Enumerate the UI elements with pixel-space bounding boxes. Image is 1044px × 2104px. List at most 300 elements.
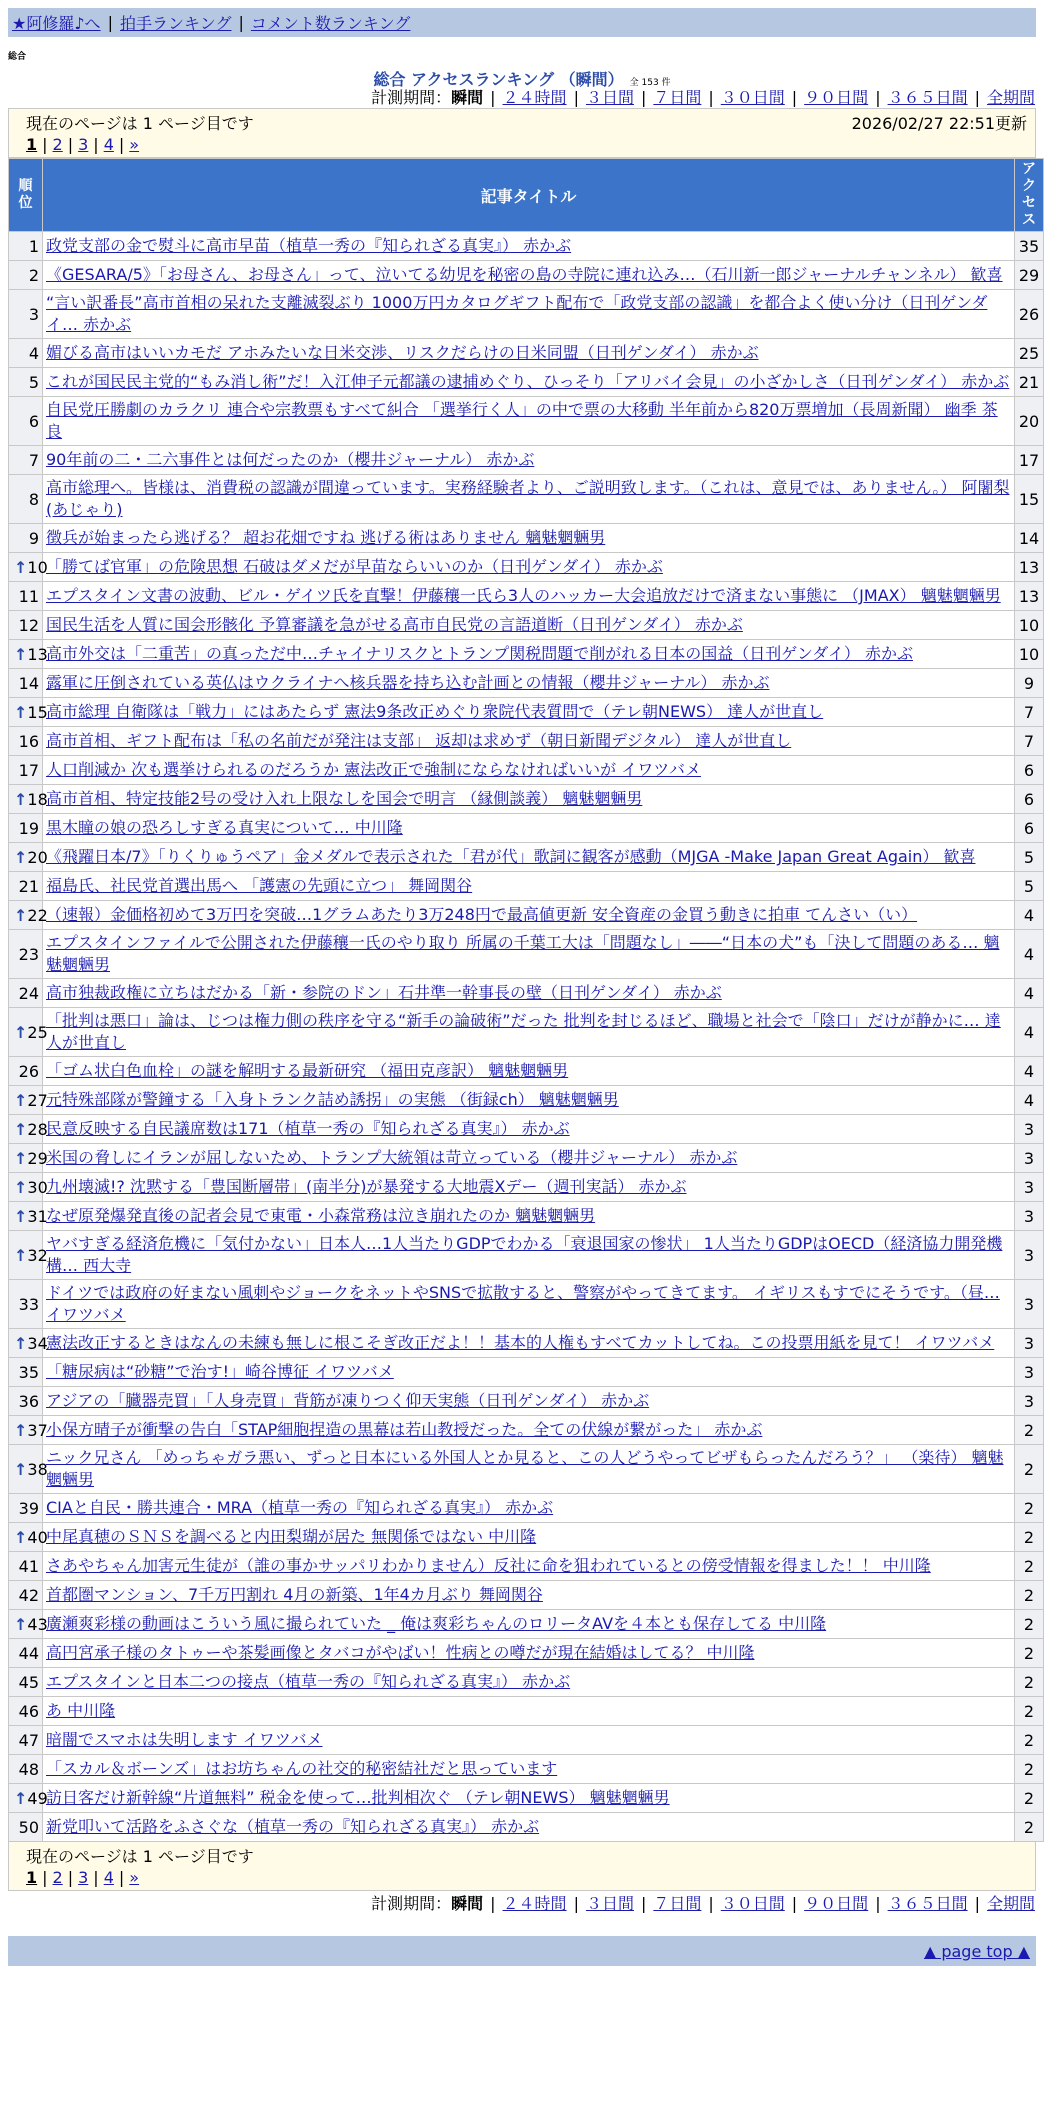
table-row [9, 1726, 1044, 1755]
rank-cell [9, 1755, 43, 1784]
title-cell [43, 1784, 1015, 1813]
table-row [9, 698, 1044, 727]
article-link[interactable]: （速報）金価格初めて3万円を突破…1グラムあたり3万248円で最高値更新 安全資産の金買う動きに拍車 てんさい（い） [46, 905, 918, 924]
period-link[interactable]: ３６５日間 [887, 88, 968, 107]
period-selector-bottom [8, 1893, 1036, 1914]
access-count: 2 [1015, 1552, 1044, 1581]
title-cell [43, 1280, 1015, 1329]
article-link[interactable]: これが国民民主党的“もみ消し術”だ！入江伸子元都議の逮捕めぐり、ひっそり「アリバイ会見」の小ざかしさ（日刊ゲンダイ） 赤かぶ [46, 372, 1010, 391]
access-count: 2 [1015, 1726, 1044, 1755]
rank-number: 50 [18, 1817, 39, 1837]
article-link[interactable]: 高市総理へ。皆様は、消費税の認識が間違っています。実務経験者より、ご説明致します。（これは、意見では、ありません。） 阿闍梨(あじゃり) [46, 478, 1010, 519]
up-arrow-icon: ↑ [14, 1022, 28, 1042]
current-page-text: 現在のページは 1 ページ目です [26, 113, 254, 133]
table-row [9, 785, 1044, 814]
separator: | [107, 13, 113, 32]
rank-number: 28 [27, 1119, 48, 1139]
access-count: 13 [1015, 553, 1044, 582]
title-cell [43, 446, 1015, 475]
article-link[interactable]: ヤバすぎる経済危機に「気付かない」日本人…1人当たりGDPでわかる「衰退国家の惨状」 1人当たりGDPはOECD（経済協力開発機構… 西大寺 [46, 1234, 1003, 1275]
article-link[interactable]: 米国の脅しにイランが屈しないため、トランプ大統領は苛立っている（櫻井ジャーナル） 赤かぶ [46, 1148, 738, 1167]
title-cell [43, 814, 1015, 843]
up-arrow-icon: ↑ [14, 847, 28, 867]
rank-number: 41 [18, 1556, 39, 1576]
rank-number: 25 [27, 1022, 48, 1042]
rank-number: 33 [18, 1294, 39, 1314]
title-cell [43, 872, 1015, 901]
article-link[interactable]: 高市外交は「二重苦」の真っただ中…チャイナリスクとトランプ関税問題で削がれる日本の国益（日刊ゲンダイ） 赤かぶ [46, 644, 914, 663]
access-count: 9 [1015, 669, 1044, 698]
access-count: 2 [1015, 1416, 1044, 1445]
access-count: 2 [1015, 1445, 1044, 1494]
rank-cell [9, 1280, 43, 1329]
table-row [9, 1358, 1044, 1387]
separator: | [490, 88, 496, 107]
article-link[interactable]: 民意反映する自民議席数は171（植草一秀の『知られざる真実』） 赤かぶ [46, 1119, 570, 1138]
rank-cell [9, 1115, 48, 1144]
title-cell [43, 756, 1015, 785]
article-link[interactable]: エプスタイン文書の波動、ビル・ゲイツ氏を直撃！伊藤穰一氏ら3人のハッカー大会追放だけで済まない事態に （JMAX） 魑魅魍魎男 [46, 586, 1001, 605]
access-count: 6 [1015, 756, 1044, 785]
article-link[interactable]: アジアの「臓器売買」「人身売買」背筋が凍りつく仰天実態（日刊ゲンダイ） 赤かぶ [46, 1391, 650, 1410]
access-count: 20 [1015, 397, 1044, 446]
article-link[interactable]: 小保方晴子が衝撃の告白「STAP細胞捏造の黒幕は若山教授だった。全ての伏線が繋がった」 赤かぶ [46, 1420, 763, 1439]
title-cell [43, 290, 1015, 339]
table-row [9, 1494, 1044, 1523]
period-link[interactable]: 全期間 [986, 88, 1035, 107]
rank-number: 45 [18, 1672, 39, 1692]
rank-number: 29 [27, 1148, 48, 1168]
title-cell [43, 785, 1015, 814]
rank-cell [9, 290, 43, 339]
article-link[interactable]: 90年前の二・二六事件とは何だったのか（櫻井ジャーナル） 赤かぶ [46, 450, 535, 469]
title-cell [43, 1668, 1015, 1697]
article-link[interactable]: 九州壊滅!? 沈黙する「豊国断層帯」(南半分)が暴発する大地震Xデー（週刊実話） 赤かぶ [46, 1177, 687, 1196]
table-row [9, 397, 1044, 446]
access-count: 21 [1015, 368, 1044, 397]
up-arrow-icon: ↑ [14, 905, 28, 925]
rank-cell [9, 1697, 43, 1726]
table-row [9, 640, 1044, 669]
article-link[interactable]: 高市首相、特定技能2号の受け入れ上限なしを国会で明言 （縁側談義） 魑魅魍魎男 [46, 789, 643, 808]
access-count: 6 [1015, 785, 1044, 814]
rank-number: 11 [18, 586, 39, 606]
rank-cell [9, 901, 48, 930]
ranking-title [8, 67, 1036, 87]
rank-cell [9, 1784, 48, 1813]
rank-cell [9, 1523, 48, 1552]
rank-number: 49 [27, 1788, 48, 1808]
rank-cell [9, 446, 43, 475]
rank-cell [9, 397, 43, 446]
rank-number: 9 [28, 528, 39, 548]
article-link[interactable]: 元特殊部隊が警鐘する「入身トランク詰め誘拐」の実態 （街録ch） 魑魅魍魎男 [46, 1090, 619, 1109]
rank-number: 5 [28, 372, 39, 392]
rank-number: 35 [18, 1362, 39, 1382]
article-link[interactable]: 廣瀬爽彩様の動画はこういう風に撮られていた _ 俺は爽彩ちゃんのロリータAVを４本とも保存してる 中川隆 [46, 1614, 827, 1633]
table-row [9, 1755, 1044, 1784]
separator: | [118, 134, 125, 154]
rank-number: 31 [27, 1206, 48, 1226]
table-row [9, 368, 1044, 397]
article-link[interactable]: ニック兄さん 「めっちゃガラ悪い、ずっと日本にいる外国人とか見ると、この人どうやってビザもらったんだろう？」 （楽待） 魑魅魍魎男 [46, 1448, 1004, 1489]
article-link[interactable]: 露軍に圧倒されている英仏はウクライナへ核兵器を持ち込む計画との情報（櫻井ジャーナル） 赤かぶ [46, 673, 770, 692]
rank-cell [9, 669, 43, 698]
article-link[interactable]: 国民生活を人質に国会形骸化 予算審議を急がせる高市自民党の言語道断（日刊ゲンダイ） 赤かぶ [46, 615, 743, 634]
article-link[interactable]: 「勝てば官軍」の危険思想 石破はダメだが早苗ならいいのか（日刊ゲンダイ） 赤かぶ [46, 557, 663, 576]
article-link[interactable]: CIAと自民・勝共連合・MRA（植草一秀の『知られざる真実』） 赤かぶ [46, 1498, 554, 1517]
rank-number: 32 [27, 1245, 48, 1265]
rank-number: 20 [27, 847, 48, 867]
up-arrow-icon: ↑ [14, 1788, 28, 1808]
article-link[interactable]: 中尾真穂のＳＮＳを調べると内田梨瑚が居た 無関係ではない 中川隆 [46, 1527, 537, 1546]
pager-link[interactable]: 3 [78, 134, 89, 154]
table-row [9, 979, 1044, 1008]
access-count: 6 [1015, 814, 1044, 843]
pager-next[interactable]: » [129, 1867, 140, 1887]
title-cell [43, 901, 1015, 930]
separator: | [42, 1867, 48, 1887]
access-count: 2 [1015, 1755, 1044, 1784]
access-count: 2 [1015, 1784, 1044, 1813]
article-link[interactable]: あ 中川隆 [46, 1701, 116, 1720]
up-arrow-icon: ↑ [14, 1245, 28, 1265]
rank-number: 26 [18, 1061, 39, 1081]
ranking-table [8, 158, 1044, 1842]
period-link[interactable]: 全期間 [986, 1894, 1035, 1913]
article-link[interactable]: さあやちゃん加害元生徒が（誰の事かサッパリわかりません）反社に命を狙われているとの傍受情報を得ました！！ 中川隆 [46, 1556, 931, 1575]
article-link[interactable]: 新党叩いて活路をふさぐな（植草一秀の『知られざる真実』） 赤かぶ [46, 1817, 540, 1836]
access-count: 3 [1015, 1115, 1044, 1144]
access-count: 15 [1015, 475, 1044, 524]
rank-cell [9, 814, 43, 843]
rank-number: 16 [18, 731, 39, 751]
table-row [9, 669, 1044, 698]
article-link[interactable]: 人口削減か 次も選挙けられるのだろうか 憲法改正で強制にならなければいいが イワツバメ [46, 760, 701, 779]
article-link[interactable]: 高市首相、ギフト配布は「私の名前だが発注は支部」 返却は求めず（朝日新聞デジタル） 達人が世直し [46, 731, 792, 750]
access-count: 4 [1015, 1057, 1044, 1086]
rank-number: 36 [18, 1391, 39, 1411]
title-cell [43, 1144, 1015, 1173]
up-arrow-icon: ↑ [14, 1090, 28, 1110]
rank-cell [9, 727, 43, 756]
title-cell [43, 1057, 1015, 1086]
period-link[interactable]: ７日間 [653, 1894, 702, 1913]
period-link[interactable]: ３日間 [585, 1894, 634, 1913]
rank-cell [9, 1494, 43, 1523]
access-count: 3 [1015, 1280, 1044, 1329]
rank-cell [9, 843, 48, 872]
rank-number: 3 [28, 304, 39, 324]
table-row [9, 1115, 1044, 1144]
article-link[interactable]: ドイツでは政府の好まない風刺やジョークをネットやSNSで拡散すると、警察がやってきてます。 イギリスもすでにそうです。（昼… イワツバメ [46, 1283, 1000, 1324]
rank-number: 10 [27, 557, 48, 577]
period-link[interactable]: ３６５日間 [887, 1894, 968, 1913]
rank-number: 44 [18, 1643, 39, 1663]
period-link[interactable]: ３日間 [585, 88, 634, 107]
rank-number: 13 [27, 644, 48, 664]
period-link[interactable]: ３０日間 [720, 88, 785, 107]
table-row [9, 1552, 1044, 1581]
access-count: 7 [1015, 698, 1044, 727]
access-count: 26 [1015, 290, 1044, 339]
article-link[interactable]: 「批判は悪口」論は、じつは権力側の秩序を守る“新手の論破術”だった 批判を封じるほど、職場と社会で「陰口」だけが静かに… 達人が世直し [46, 1011, 1001, 1052]
rank-number: 40 [27, 1527, 48, 1547]
access-count: 13 [1015, 582, 1044, 611]
rank-number: 23 [18, 944, 39, 964]
period-current: 瞬間 [451, 88, 484, 107]
up-arrow-icon: ↑ [14, 1119, 28, 1139]
table-row [9, 261, 1044, 290]
top-nav [8, 8, 1036, 37]
article-link[interactable]: 高市総理 自衛隊は「戦力」にはあたらず 憲法9条改正めぐり衆院代表質問で（テレ朝NEWS） 達人が世直し [46, 702, 824, 721]
pager-top [26, 133, 1027, 155]
rank-number: 27 [27, 1090, 48, 1110]
rank-number: 42 [18, 1585, 39, 1605]
table-row [9, 1668, 1044, 1697]
article-link[interactable]: エプスタインファイルで公開された伊藤穰一氏のやり取り 所属の千葉工大は「問題なし」――“日本の犬”も「決して問題のある… 魑魅魍魎男 [46, 933, 1000, 974]
table-row [9, 930, 1044, 979]
title-cell [43, 611, 1015, 640]
title-cell [43, 553, 1015, 582]
home-link[interactable]: ★阿修羅♪へ [12, 14, 101, 33]
rank-cell [9, 232, 43, 261]
table-row [9, 843, 1044, 872]
up-arrow-icon: ↑ [14, 1177, 28, 1197]
rank-cell [9, 1202, 48, 1231]
table-row [9, 814, 1044, 843]
table-row [9, 756, 1044, 785]
rank-number: 12 [18, 615, 39, 635]
access-count: 2 [1015, 1494, 1044, 1523]
page-top-link[interactable]: ▲ page top ▲ [923, 1941, 1030, 1961]
title-cell [43, 1552, 1015, 1581]
title-cell [43, 582, 1015, 611]
rank-cell [9, 1057, 43, 1086]
access-count: 7 [1015, 727, 1044, 756]
rank-number: 7 [28, 450, 39, 470]
up-arrow-icon: ↑ [14, 1148, 28, 1168]
article-link[interactable]: 福島氏、社民党首選出馬へ 「護憲の先頭に立つ」 舞岡関谷 [46, 876, 473, 895]
article-link[interactable]: 「ゴム状白色血栓」の謎を解明する最新研究 （福田克彦訳） 魑魅魍魎男 [46, 1061, 569, 1080]
rank-number: 22 [27, 905, 48, 925]
rank-cell [9, 1726, 43, 1755]
rank-cell [9, 872, 43, 901]
article-link[interactable]: 黒木瞳の娘の恐ろしすぎる真実について… 中川隆 [46, 818, 403, 837]
rank-number: 39 [18, 1498, 39, 1518]
rank-cell [9, 1581, 43, 1610]
rank-cell [9, 698, 48, 727]
ranking-count: 全 153 件 [629, 78, 671, 88]
rank-cell [9, 524, 43, 553]
rank-cell [9, 1144, 48, 1173]
article-link[interactable]: 首都圏マンション、7千万円割れ 4月の新築、1年4カ月ぶり 舞岡関谷 [46, 1585, 543, 1604]
separator: | [238, 13, 244, 32]
page-info-top [8, 108, 1036, 158]
article-link[interactable]: 徴兵が始まったら逃げる？ 超お花畑ですね 逃げる術はありません 魑魅魍魎男 [46, 528, 606, 547]
separator: | [42, 134, 48, 154]
pager-current: 1 [26, 134, 38, 154]
table-row [9, 446, 1044, 475]
up-arrow-icon: ↑ [14, 644, 28, 664]
article-link[interactable]: 媚びる高市はいいカモだ アホみたいな日米交渉、リスクだらけの日米同盟（日刊ゲンダイ） 赤かぶ [46, 343, 759, 362]
article-link[interactable]: 高円宮承子様のタトゥーや茶髪画像とタバコがやばい！性病との噂だが現在結婚はしてる？ 中川隆 [46, 1643, 755, 1662]
up-arrow-icon: ↑ [14, 557, 28, 577]
table-row [9, 553, 1044, 582]
article-link[interactable]: 政党支部の金で熨斗に高市早苗（植草一秀の『知られざる真実』） 赤かぶ [46, 236, 572, 255]
title-cell [43, 1726, 1015, 1755]
bottom-bar [8, 1936, 1036, 1966]
rank-number: 43 [27, 1614, 48, 1634]
rank-cell [9, 1416, 48, 1445]
rank-cell [9, 640, 48, 669]
access-count: 3 [1015, 1358, 1044, 1387]
table-row [9, 1280, 1044, 1329]
article-link[interactable]: なぜ原発爆発直後の記者会見で東電・小森常務は泣き崩れたのか 魑魅魍魎男 [46, 1206, 596, 1225]
period-link[interactable]: ９０日間 [804, 88, 869, 107]
access-count: 2 [1015, 1697, 1044, 1726]
title-cell [43, 397, 1015, 446]
article-link[interactable]: エプスタインと日本二つの接点（植草一秀の『知られざる真実』） 赤かぶ [46, 1672, 571, 1691]
up-arrow-icon: ↑ [14, 1420, 28, 1440]
up-arrow-icon: ↑ [14, 1206, 28, 1226]
table-row [9, 1581, 1044, 1610]
table-row [9, 1416, 1044, 1445]
rank-number: 30 [27, 1177, 48, 1197]
table-row [9, 611, 1044, 640]
rank-number: 17 [18, 760, 39, 780]
access-count: 14 [1015, 524, 1044, 553]
separator: | [708, 1894, 714, 1913]
article-link[interactable]: 《GESARA/5》「お母さん、お母さん」って、泣いてる幼児を秘密の島の寺院に連れ込み…（石川新一郎ジャーナルチャンネル） 歓喜 [46, 265, 1003, 284]
period-selector-top [8, 87, 1036, 108]
separator: | [93, 134, 99, 154]
rank-number: 38 [27, 1459, 48, 1479]
title-cell [43, 1813, 1015, 1842]
table-row [9, 1086, 1044, 1115]
title-cell [43, 1387, 1015, 1416]
clap-ranking-link[interactable]: 拍手ランキング [119, 14, 232, 33]
title-cell [43, 1008, 1015, 1057]
pager-link[interactable]: 4 [103, 1867, 114, 1887]
category-label: 総合 [8, 52, 27, 62]
rank-cell [9, 1552, 43, 1581]
access-count: 4 [1015, 1008, 1044, 1057]
article-link[interactable]: 自民党圧勝劇のカラクリ 連合や宗教票もすべて糾合 「選挙行く人」の中で票の大移動 半年前から820万票増加（長周新聞） 幽季 茶良 [46, 400, 998, 441]
separator: | [974, 1894, 980, 1913]
title-cell [43, 640, 1015, 669]
rank-number: 37 [27, 1420, 48, 1440]
header-rank: 順位 [9, 159, 43, 232]
separator: | [93, 1867, 99, 1887]
rank-number: 4 [28, 343, 39, 363]
article-link[interactable]: 憲法改正するときはなんの未練も無しに根こそぎ改正だよ！！基本的人権もすべてカットしてね。この投票用紙を見て！ イワツバメ [46, 1333, 995, 1352]
table-row [9, 872, 1044, 901]
article-link[interactable]: “言い訳番長”高市首相の呆れた支離滅裂ぶり 1000万円カタログギフト配布で「政党支部の認識」を都合よく使い分け（日刊ゲンダイ… 赤かぶ [46, 293, 988, 334]
title-cell [43, 698, 1015, 727]
rank-cell [9, 1173, 48, 1202]
access-count: 29 [1015, 261, 1044, 290]
article-link[interactable]: 「スカル＆ボーンズ」はお坊ちゃんの社交的秘密結社だと思っています [46, 1759, 558, 1778]
pager-link[interactable]: 2 [52, 1867, 63, 1887]
rank-cell [9, 1358, 43, 1387]
separator: | [573, 88, 579, 107]
period-link[interactable]: ３０日間 [720, 1894, 785, 1913]
access-count: 3 [1015, 1144, 1044, 1173]
pager-link[interactable]: 2 [52, 134, 63, 154]
title-cell [43, 1202, 1015, 1231]
period-link[interactable]: ２４時間 [502, 88, 567, 107]
title-cell [43, 1231, 1015, 1280]
rank-cell [9, 475, 43, 524]
pager-link[interactable]: 3 [78, 1867, 89, 1887]
period-link[interactable]: ２４時間 [502, 1894, 567, 1913]
table-row [9, 232, 1044, 261]
rank-cell [9, 979, 43, 1008]
period-current: 瞬間 [451, 1894, 484, 1913]
separator: | [640, 1894, 647, 1913]
title-cell [43, 368, 1015, 397]
article-link[interactable]: 「糖尿病は“砂糖”で治す!」崎谷博征 イワツバメ [46, 1362, 394, 1381]
rank-number: 19 [18, 818, 39, 838]
rank-cell [9, 1610, 48, 1639]
rank-cell [9, 1329, 48, 1358]
rank-number: 18 [27, 789, 48, 809]
period-link[interactable]: ９０日間 [804, 1894, 869, 1913]
article-link[interactable]: 《飛躍日本/7》「りくりゅうペア」金メダルで表示された「君が代」歌詞に観客が感動（MJGA -Make Japan Great Again） 歓喜 [46, 847, 976, 866]
separator: | [67, 1867, 74, 1887]
pager-link[interactable]: 4 [103, 134, 114, 154]
rank-cell [9, 1387, 43, 1416]
access-count: 35 [1015, 232, 1044, 261]
header-title: 記事タイトル [43, 159, 1015, 232]
separator: | [708, 88, 714, 107]
up-arrow-icon: ↑ [14, 1614, 28, 1634]
period-link[interactable]: ７日間 [653, 88, 702, 107]
access-count: 2 [1015, 1668, 1044, 1697]
up-arrow-icon: ↑ [14, 1527, 28, 1547]
access-count: 3 [1015, 1173, 1044, 1202]
rank-number: 24 [18, 983, 39, 1003]
rank-cell [9, 930, 43, 979]
article-link[interactable]: 高市独裁政権に立ちはだかる「新・参院のドン」石井準一幹事長の壁（日刊ゲンダイ） 赤かぶ [46, 983, 722, 1002]
table-row [9, 1610, 1044, 1639]
rank-cell [9, 756, 43, 785]
updated-time: 2026/02/27 22:51更新 [851, 113, 1027, 133]
period-label: 計測期間： [371, 1894, 452, 1913]
article-link[interactable]: 暗闇でスマホは失明します イワツバメ [46, 1730, 323, 1749]
separator: | [974, 88, 980, 107]
article-link[interactable]: 訪日客だけ新幹線“片道無料” 税金を使って…批判相次ぐ （テレ朝NEWS） 魑魅魍魎男 [46, 1788, 670, 1807]
title-cell [43, 1581, 1015, 1610]
pager-next[interactable]: » [129, 134, 140, 154]
access-count: 4 [1015, 901, 1044, 930]
table-row [9, 1639, 1044, 1668]
access-count: 5 [1015, 843, 1044, 872]
access-count: 2 [1015, 1813, 1044, 1842]
separator: | [640, 88, 647, 107]
table-row [9, 1202, 1044, 1231]
title-cell [43, 1115, 1015, 1144]
access-count: 3 [1015, 1387, 1044, 1416]
title-cell [43, 1358, 1015, 1387]
rank-number: 34 [27, 1333, 48, 1353]
rank-number: 21 [18, 876, 39, 896]
table-row [9, 1329, 1044, 1358]
rank-number: 15 [27, 702, 48, 722]
comment-ranking-link[interactable]: コメント数ランキング [250, 14, 411, 33]
title-cell [43, 1755, 1015, 1784]
